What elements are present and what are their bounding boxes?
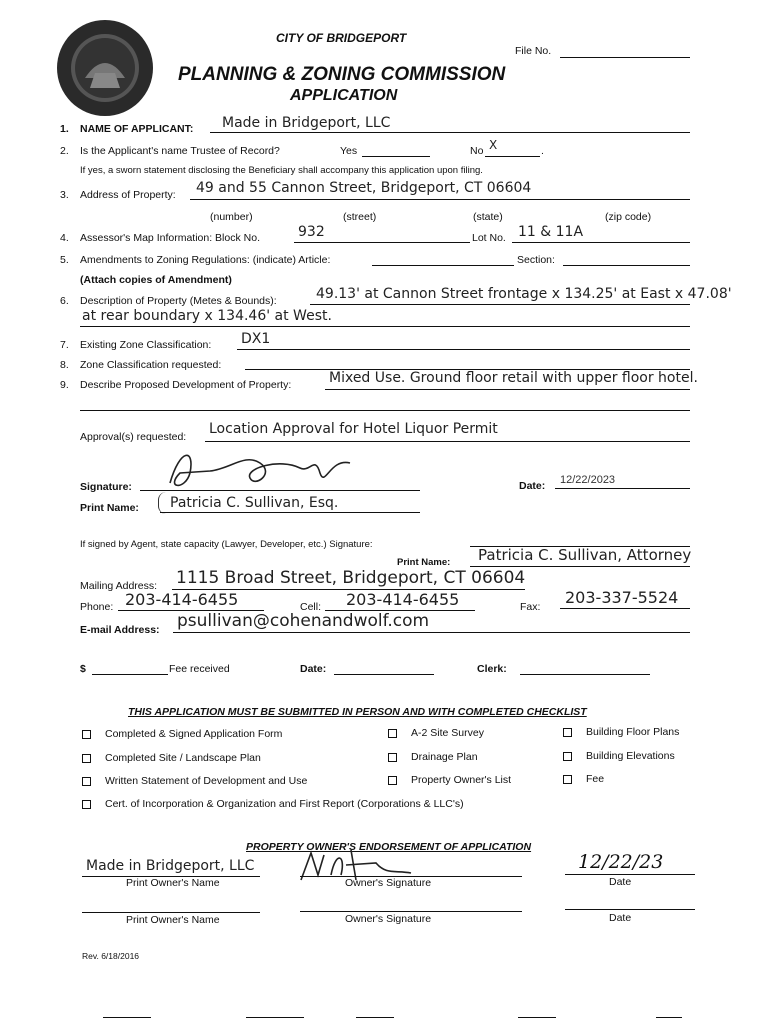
develop-label: Describe Proposed Development of Property: [80, 379, 292, 391]
no-value: X [489, 138, 498, 152]
existing-zone-line[interactable] [237, 349, 690, 350]
lot-value: 11 & 11A [518, 224, 584, 240]
date-line[interactable] [555, 488, 690, 489]
checkbox[interactable] [82, 730, 91, 739]
owner-endorsement-title: PROPERTY OWNER'S ENDORSEMENT OF APPLICATION [246, 841, 532, 853]
file-no-line[interactable] [560, 57, 690, 58]
no-suffix: . [541, 145, 544, 157]
cell-value: 203-414-6455 [346, 590, 460, 609]
checklist-item[interactable] [388, 751, 478, 763]
checklist-item[interactable] [82, 752, 261, 764]
checkbox[interactable] [563, 775, 572, 784]
article-line[interactable] [372, 265, 514, 266]
checklist-label: Building Elevations [586, 750, 675, 762]
checklist-item[interactable] [388, 727, 484, 739]
revision-note: Rev. 6/18/2016 [82, 951, 140, 961]
agent-label-text: If signed by Agent, state capacity (Lawyer, Developer, etc.) Signature: [80, 539, 373, 550]
applicant-name-line[interactable] [210, 132, 690, 133]
desc-line-2[interactable] [80, 326, 690, 327]
checklist-label: A-2 Site Survey [411, 727, 484, 739]
checklist-label: Written Statement of Development and Use [105, 775, 308, 787]
fax-label: Fax: [520, 601, 541, 613]
approval-label: Approval(s) requested: [80, 431, 187, 443]
owner-date-label-2: Date [609, 912, 632, 924]
yes-label: Yes [340, 145, 358, 157]
checklist-item[interactable] [563, 773, 604, 785]
existing-zone-label: Existing Zone Classification: [80, 339, 212, 351]
agent-print-line[interactable] [470, 566, 690, 567]
mailing-value: 1115 Broad Street, Bridgeport, CT 06604 [176, 568, 526, 588]
email-value: psullivan@cohenandwolf.com [177, 611, 430, 631]
owner-signature-line-2[interactable] [300, 911, 522, 912]
item-number: 5. [60, 254, 69, 266]
lot-line[interactable] [512, 242, 690, 243]
owner-date-value: 12/22/23 [578, 851, 664, 873]
fee-line[interactable] [92, 674, 168, 675]
fax-line[interactable] [560, 608, 690, 609]
checklist-item[interactable] [82, 798, 464, 810]
checklist-label: Completed & Signed Application Form [105, 728, 283, 740]
assessor-label: Assessor's Map Information: Block No. [80, 232, 260, 244]
owner-date-line[interactable] [565, 874, 695, 875]
desc-value-2: at rear boundary x 134.46' at West. [82, 308, 332, 324]
address-label: Address of Property: [80, 189, 176, 201]
checklist-label: Drainage Plan [411, 751, 478, 763]
applicant-name-value: Made in Bridgeport, LLC [222, 115, 391, 131]
checkbox[interactable] [388, 753, 397, 762]
owner-name-value: Made in Bridgeport, LLC [86, 858, 255, 874]
clerk-line[interactable] [520, 674, 650, 675]
fee-received-label: Fee received [169, 663, 230, 675]
application-title: APPLICATION [290, 87, 398, 104]
checklist-label: Property Owner's List [411, 774, 512, 786]
item-number: 3. [60, 189, 69, 201]
checklist-label: Completed Site / Landscape Plan [105, 752, 261, 764]
section-label: Section: [517, 254, 555, 266]
agent-print-value: Patricia C. Sullivan, Attorney [478, 546, 692, 564]
print-name-label: Print Name: [80, 502, 139, 514]
checkbox[interactable] [563, 752, 572, 761]
print-name-bracket [158, 492, 167, 514]
requested-zone-label: Zone Classification requested: [80, 359, 222, 371]
checklist-title: THIS APPLICATION MUST BE SUBMITTED IN PERSON AND WITH COMPLETED CHECKLIST [128, 706, 587, 718]
scan-mark [103, 1017, 151, 1018]
fax-value: 203-337-5524 [565, 588, 679, 607]
owner-date-line-2[interactable] [565, 909, 695, 910]
checklist-item[interactable] [388, 774, 511, 786]
approval-value: Location Approval for Hotel Liquor Permit [209, 421, 498, 437]
date-value: 12/22/2023 [560, 474, 616, 486]
item-number: 8. [60, 359, 69, 371]
item-number: 4. [60, 232, 69, 244]
owner-name-line-2[interactable] [82, 912, 260, 913]
col-state: (state) [473, 211, 503, 223]
city-seal [55, 18, 155, 118]
phone-label: Phone: [80, 601, 114, 613]
applicant-signature [150, 443, 380, 493]
yes-line[interactable] [362, 156, 430, 157]
checklist-label: Building Floor Plans [586, 726, 680, 738]
checklist-item[interactable] [82, 775, 307, 787]
signature-label: Signature: [80, 481, 132, 493]
owner-date-label: Date [609, 876, 632, 888]
print-name-value: Patricia C. Sullivan, Esq. [170, 495, 339, 511]
address-line[interactable] [190, 199, 690, 200]
city-title: CITY OF BRIDGEPORT [276, 31, 407, 45]
checklist-label: Cert. of Incorporation & Organization and First Report (Corporations & LLC's) [105, 798, 464, 810]
no-label: No [470, 145, 484, 157]
approval-line[interactable] [205, 441, 690, 442]
email-line[interactable] [173, 632, 690, 633]
checkbox[interactable] [82, 800, 91, 809]
checkbox[interactable] [563, 728, 572, 737]
col-street: (street) [343, 211, 377, 223]
print-name-line[interactable] [160, 512, 420, 513]
no-line[interactable] [485, 156, 540, 157]
develop-line-2[interactable] [80, 410, 690, 411]
item-number: 9. [60, 379, 69, 391]
attach-label: (Attach copies of Amendment) [80, 274, 232, 286]
col-number: (number) [210, 211, 253, 223]
agent-print-label: Print Name: [397, 557, 451, 568]
block-value: 932 [298, 224, 325, 240]
item-number: 6. [60, 295, 69, 307]
email-label: E-mail Address: [80, 624, 160, 636]
print-owner-label: Print Owner's Name [126, 877, 220, 889]
agent-label [80, 539, 373, 550]
desc-line-1[interactable] [310, 304, 690, 305]
lot-label: Lot No. [472, 232, 506, 244]
checkbox[interactable] [388, 776, 397, 785]
trustee-note: If yes, a sworn statement disclosing the Beneficiary shall accompany this application upon filing. [80, 165, 483, 176]
trustee-label: Is the Applicant's name Trustee of Record? [80, 145, 280, 157]
address-value: 49 and 55 Cannon Street, Bridgeport, CT 06604 [196, 180, 532, 196]
desc-label: Description of Property (Metes & Bounds): [80, 295, 277, 307]
fee-date-label: Date: [300, 663, 327, 675]
item-number: 1. [60, 123, 69, 135]
clerk-label: Clerk: [477, 663, 507, 675]
fee-date-line[interactable] [334, 674, 434, 675]
develop-value: Mixed Use. Ground floor retail with upper floor hotel. [329, 370, 698, 386]
section-line[interactable] [563, 265, 690, 266]
date-label: Date: [519, 480, 546, 492]
cell-label: Cell: [300, 601, 322, 613]
signature-line[interactable] [140, 490, 420, 491]
develop-line-1[interactable] [325, 389, 690, 390]
owner-signature-label-2: Owner's Signature [345, 913, 432, 925]
item-number: 2. [60, 145, 69, 157]
scan-mark [246, 1017, 304, 1018]
scan-mark [356, 1017, 394, 1018]
checklist-item[interactable] [563, 750, 675, 762]
scan-mark [518, 1017, 556, 1018]
checkbox[interactable] [82, 777, 91, 786]
scan-mark [656, 1017, 682, 1018]
checkbox[interactable] [388, 729, 397, 738]
checkbox[interactable] [82, 754, 91, 763]
amend-label: Amendments to Zoning Regulations: (indicate) Article: [80, 254, 331, 266]
existing-zone-value: DX1 [241, 331, 271, 347]
print-owner-label-2: Print Owner's Name [126, 914, 220, 926]
phone-value: 203-414-6455 [125, 590, 239, 609]
col-zip: (zip code) [605, 211, 652, 223]
file-no-label: File No. [515, 45, 552, 57]
applicant-name-label: NAME OF APPLICANT: [80, 123, 194, 135]
owner-signature-label: Owner's Signature [345, 877, 432, 889]
item-number: 7. [60, 339, 69, 351]
checklist-item[interactable] [82, 728, 282, 740]
dollar-sign: $ [80, 663, 86, 675]
desc-value-1: 49.13' at Cannon Street frontage x 134.25' at East x 47.08' [316, 286, 732, 302]
checklist-label: Fee [586, 773, 605, 785]
checklist-item[interactable] [563, 726, 679, 738]
mailing-label: Mailing Address: [80, 580, 158, 592]
commission-title: PLANNING & ZONING COMMISSION [178, 64, 506, 85]
block-line[interactable] [294, 242, 470, 243]
